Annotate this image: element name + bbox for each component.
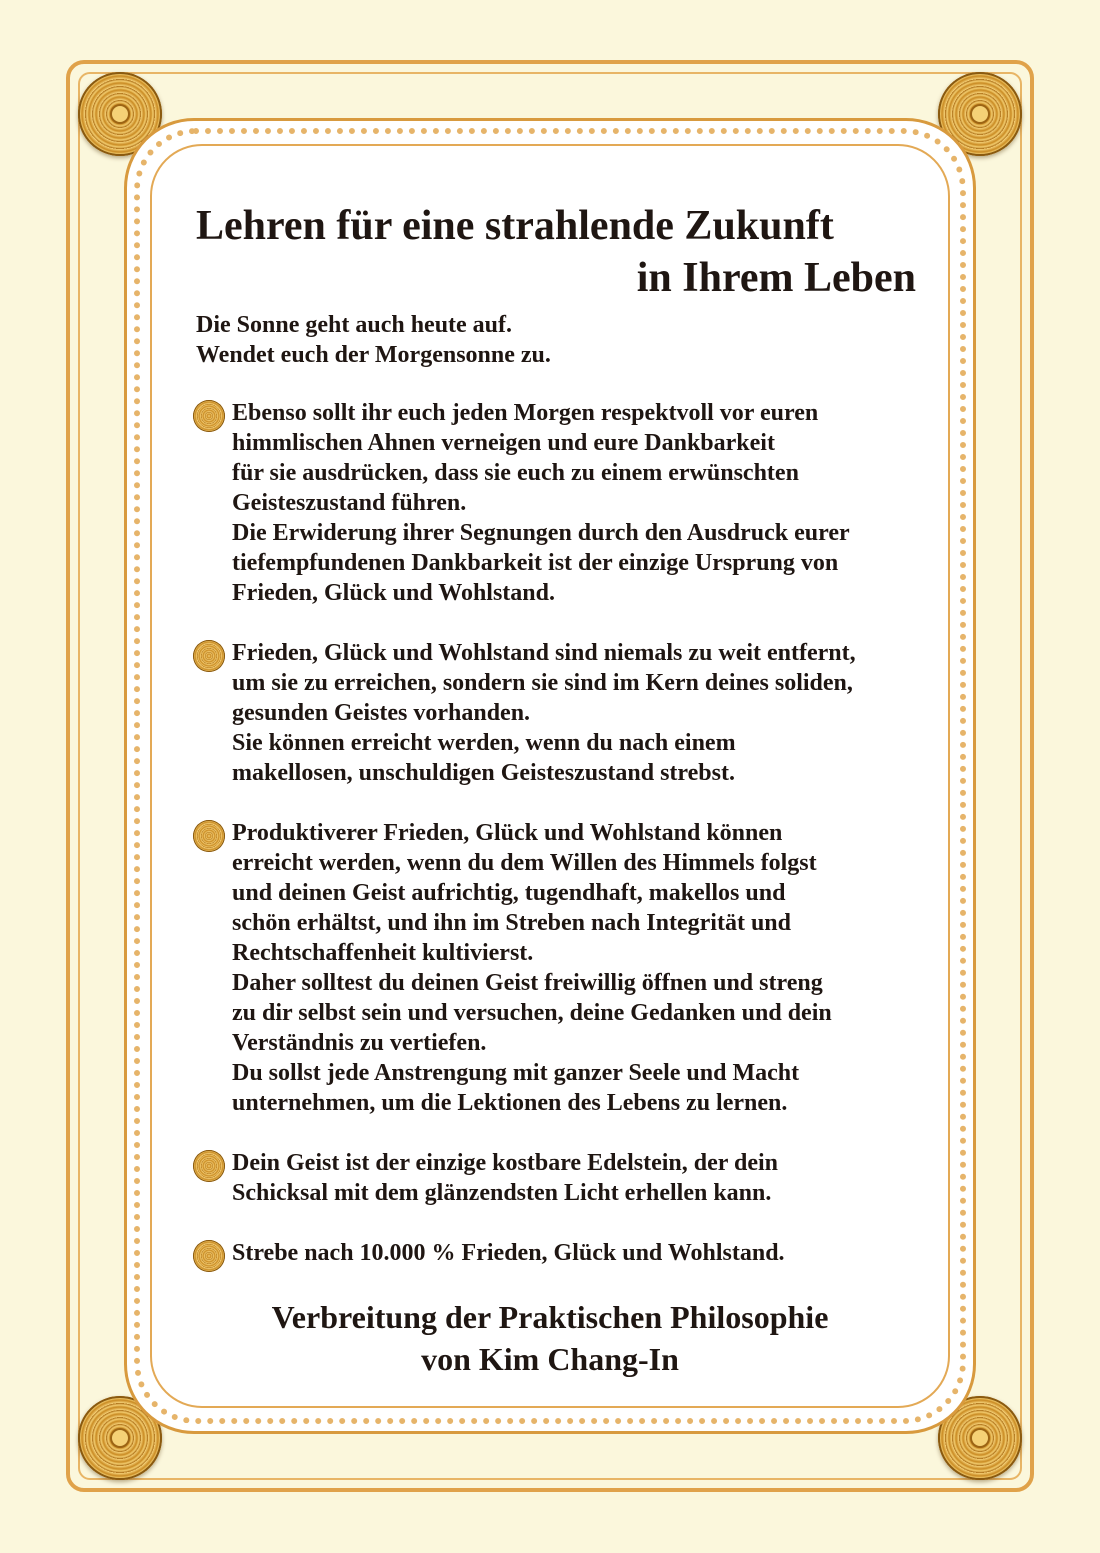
gold-disc-bullet-icon: [193, 820, 225, 852]
teaching-line: Ebenso sollt ihr euch jeden Morgen respektvoll vor euren: [232, 400, 819, 426]
teaching-line: himmlischen Ahnen verneigen und eure Dankbarkeit: [232, 430, 775, 456]
teaching-line: Frieden, Glück und Wohlstand.: [232, 580, 555, 606]
teaching-line: Sie können erreicht werden, wenn du nach einem: [232, 730, 736, 756]
teaching-line: unternehmen, um die Lektionen des Lebens zu lernen.: [232, 1090, 788, 1116]
page-title: [196, 200, 916, 304]
footer-line-1: Verbreitung der Praktischen Philosophie: [271, 1299, 829, 1335]
intro-line: Wendet euch der Morgensonne zu.: [196, 342, 551, 368]
teaching-line: und deinen Geist aufrichtig, tugendhaft, makellos und: [232, 880, 786, 906]
teaching-line: um sie zu erreichen, sondern sie sind im Kern deines soliden,: [232, 670, 853, 696]
teaching-line: Produktiverer Frieden, Glück und Wohlstand können: [232, 820, 783, 846]
teaching-line: Schicksal mit dem glänzendsten Licht erhellen kann.: [232, 1180, 772, 1206]
teachings-list: [190, 398, 950, 1298]
teaching-line: schön erhältst, und ihn im Streben nach Integrität und: [232, 910, 791, 936]
teaching-item: [190, 638, 950, 788]
teaching-text: [232, 398, 950, 608]
footer-line-2: von Kim Chang-In: [421, 1341, 679, 1377]
gold-disc-bullet-icon: [193, 400, 225, 432]
teaching-line: erreicht werden, wenn du dem Willen des Himmels folgst: [232, 850, 817, 876]
teaching-line: für sie ausdrücken, dass sie euch zu einem erwünschten: [232, 460, 799, 486]
teaching-line: makellosen, unschuldigen Geisteszustand strebst.: [232, 760, 735, 786]
teaching-text: [232, 1238, 950, 1268]
teaching-line: Frieden, Glück und Wohlstand sind niemals zu weit entfernt,: [232, 640, 856, 666]
teaching-item: [190, 1148, 950, 1208]
teaching-text: [232, 1148, 950, 1208]
teaching-item: [190, 1238, 950, 1268]
teaching-line: Geisteszustand führen.: [232, 490, 467, 516]
teaching-line: Rechtschaffenheit kultivierst.: [232, 940, 534, 966]
title-line-1: Lehren für eine strahlende Zukunft: [196, 203, 834, 249]
teaching-line: Daher solltest du deinen Geist freiwillig öffnen und streng: [232, 970, 823, 996]
teaching-text: [232, 818, 950, 1118]
teaching-line: Die Erwiderung ihrer Segnungen durch den Ausdruck eurer: [232, 520, 850, 546]
teaching-line: Strebe nach 10.000 % Frieden, Glück und Wohlstand.: [232, 1240, 785, 1266]
teaching-line: gesunden Geistes vorhanden.: [232, 700, 531, 726]
teaching-line: Verständnis zu vertiefen.: [232, 1030, 487, 1056]
teaching-line: Du sollst jede Anstrengung mit ganzer Seele und Macht: [232, 1060, 800, 1086]
teaching-item: [190, 398, 950, 608]
teaching-line: tiefempfundenen Dankbarkeit ist der einzige Ursprung von: [232, 550, 839, 576]
gold-disc-bullet-icon: [193, 1240, 225, 1272]
footer-attribution: [150, 1296, 950, 1380]
gold-disc-bullet-icon: [193, 1150, 225, 1182]
intro-text: [196, 310, 896, 370]
title-line-2: in Ihrem Leben: [636, 255, 916, 301]
gold-disc-bullet-icon: [193, 640, 225, 672]
teaching-item: [190, 818, 950, 1118]
teaching-line: Dein Geist ist der einzige kostbare Edelstein, der dein: [232, 1150, 778, 1176]
teaching-line: zu dir selbst sein und versuchen, deine Gedanken und dein: [232, 1000, 832, 1026]
teaching-text: [232, 638, 950, 788]
intro-line: Die Sonne geht auch heute auf.: [196, 312, 513, 338]
